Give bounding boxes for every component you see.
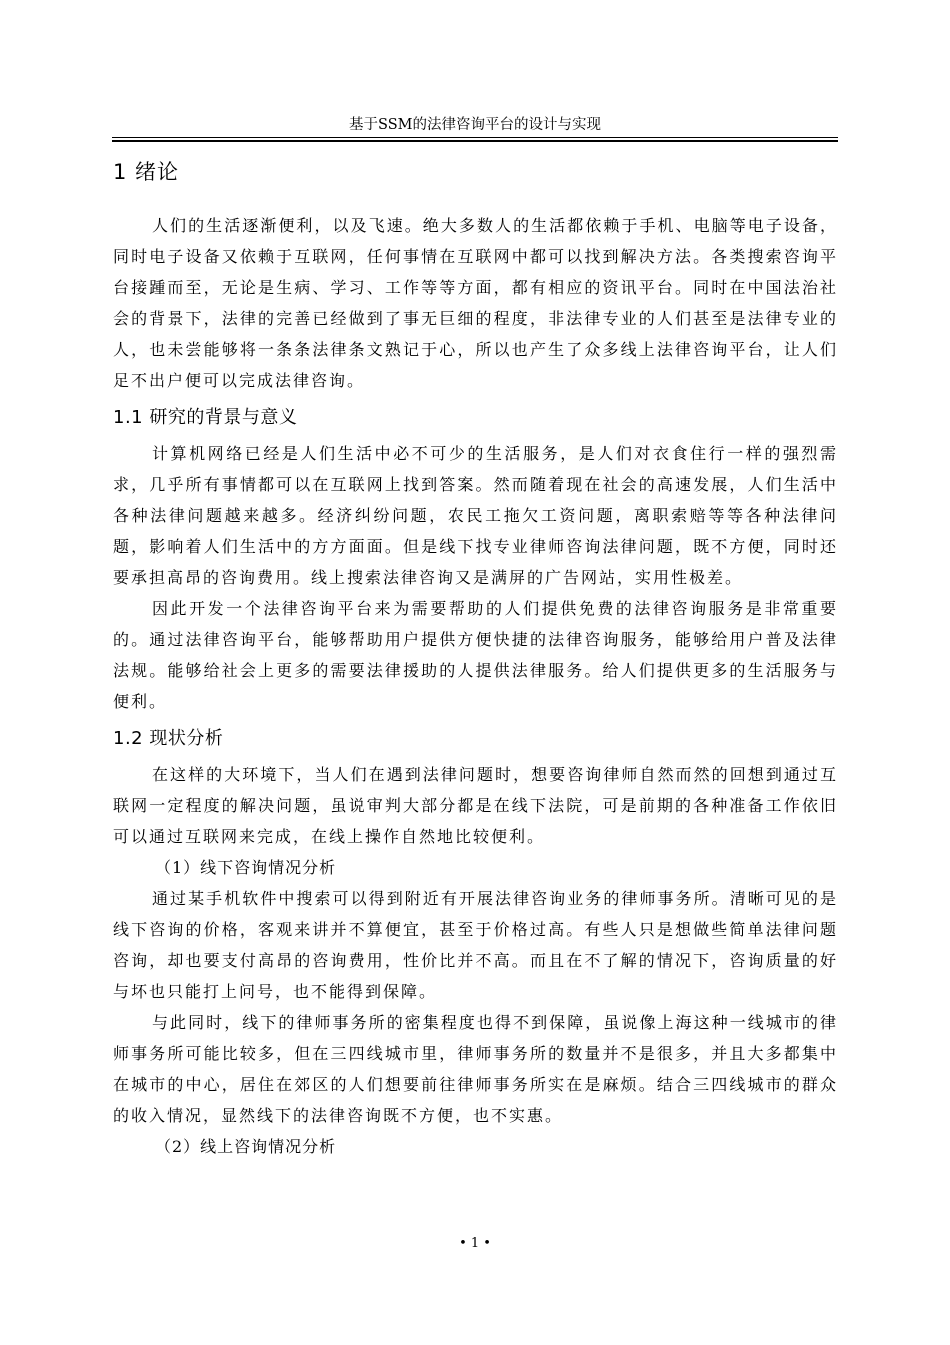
header-rule-thick: [112, 140, 838, 142]
chapter-heading: 1 绪论: [113, 160, 180, 184]
section-heading-1-2: 1.2 现状分析: [113, 728, 224, 749]
page-number: • 1 •: [459, 1236, 491, 1251]
subsection-title-online: （2）线上咨询情况分析: [155, 1137, 337, 1156]
section-heading-1-1: 1.1 研究的背景与意义: [113, 407, 298, 428]
header-rule: [112, 137, 838, 138]
section-1-1-paragraph-1: 计算机网络已经是人们生活中必不可少的生活服务，是人们对衣食住行一样的强烈需求，几乎所有事情都可以在互联网上找到答案。然而随着现在社会的高速发展，人们生活中各种法律问题越来越多。经济纠纷问题，农民工拖欠工资问题，离职索赔等等各种法律问题，影响着人们生活中的方方面面。但是线下找专业律师咨询法律问题，既不方便，同时还要承担高昂的咨询费用。线上搜索法律咨询又是满屏的广告网站，实用性极差。: [113, 444, 838, 587]
running-header: 基于SSM的法律咨询平台的设计与实现: [349, 117, 601, 133]
offline-paragraph-2: 与此同时，线下的律师事务所的密集程度也得不到保障，虽说像上海这种一线城市的律师事务所可能比较多，但在三四线城市里，律师事务所的数量并不是很多，并且大多都集中在城市的中心，居住在郊区的人们想要前往律师事务所实在是麻烦。结合三四线城市的群众的收入情况，显然线下的法律咨询既不方便，也不实惠。: [113, 1013, 838, 1125]
chapter-intro-paragraph: 人们的生活逐渐便利，以及飞速。绝大多数人的生活都依赖于手机、电脑等电子设备，同时电子设备又依赖于互联网，任何事情在互联网中都可以找到解决方法。各类搜索咨询平台接踵而至，无论是生病、学习、工作等等方面，都有相应的资讯平台。同时在中国法治社会的背景下，法律的完善已经做到了事无巨细的程度，非法律专业的人们甚至是法律专业的人，也未尝能够将一条条法律条文熟记于心，所以也产生了众多线上法律咨询平台，让人们足不出户便可以完成法律咨询。: [113, 216, 838, 390]
section-1-2-intro: 在这样的大环境下，当人们在遇到法律问题时，想要咨询律师自然而然的回想到通过互联网一定程度的解决问题，虽说审判大部分都是在线下法院，可是前期的各种准备工作依旧可以通过互联网来完成，在线上操作自然地比较便利。: [113, 765, 838, 846]
subsection-title-offline: （1）线下咨询情况分析: [155, 858, 337, 877]
section-1-1-paragraph-2: 因此开发一个法律咨询平台来为需要帮助的人们提供免费的法律咨询服务是非常重要的。通过法律咨询平台，能够帮助用户提供方便快捷的法律咨询服务，能够给用户普及法律法规。能够给社会上更多的需要法律援助的人提供法律服务。给人们提供更多的生活服务与便利。: [113, 599, 838, 711]
page-body: [113, 153, 838, 1162]
offline-paragraph-1: 通过某手机软件中搜索可以得到附近有开展法律咨询业务的律师事务所。清晰可见的是线下咨询的价格，客观来讲并不算便宜，甚至于价格过高。有些人只是想做些简单法律问题咨询，却也要支付高昂的咨询费用，性价比并不高。而且在不了解的情况下，咨询质量的好与坏也只能打上问号，也不能得到保障。: [113, 889, 838, 1001]
